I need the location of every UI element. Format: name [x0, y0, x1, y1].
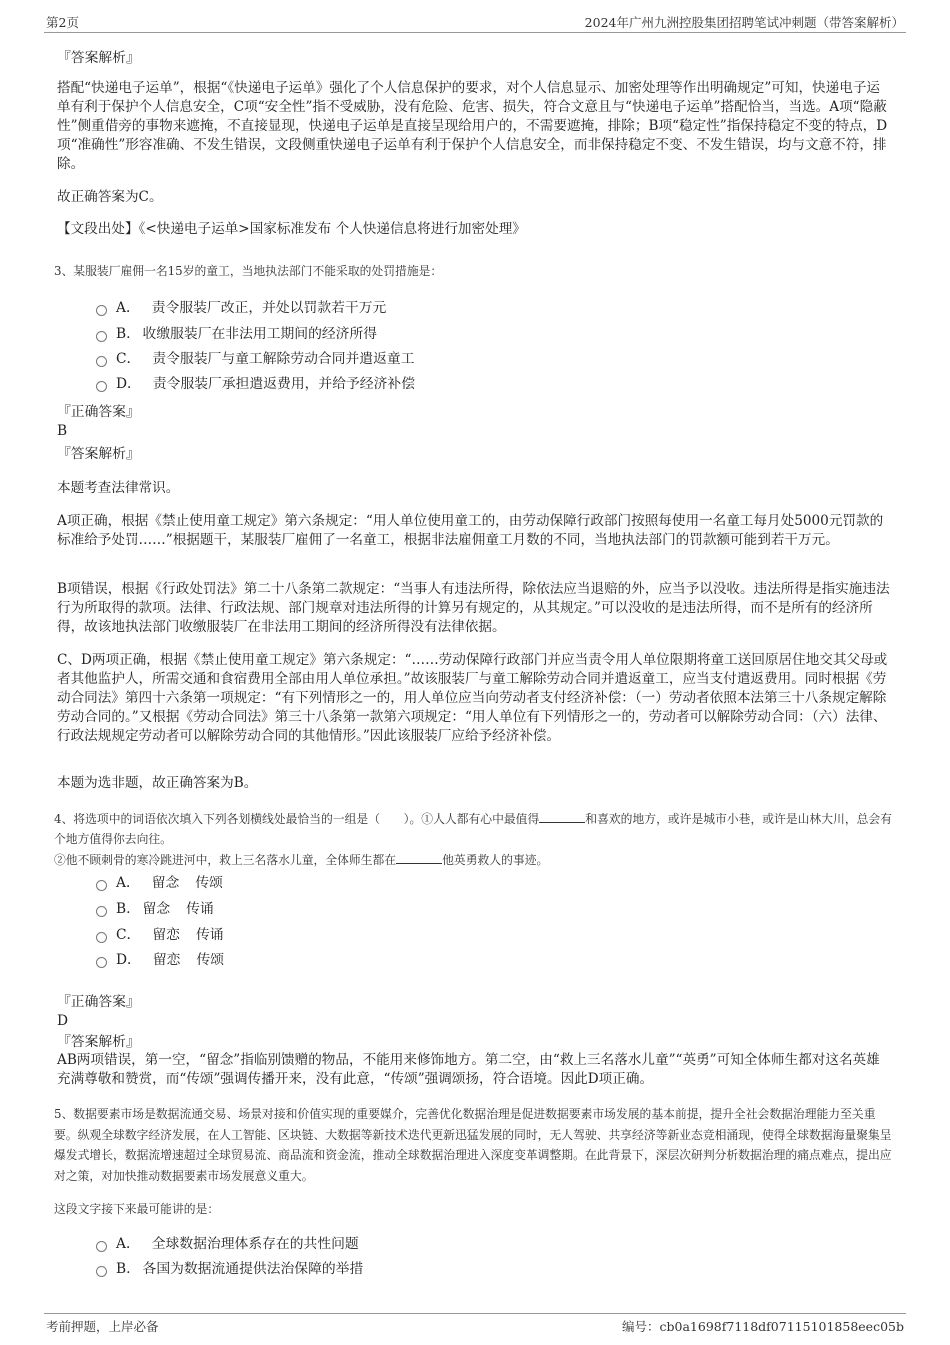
- q5-question: 5、数据要素市场是数据流通交易、场景对接和价值实现的重要媒介，完善优化数据治理是促进数据要素市场发展的基本前提，提升全社会数据治理能力至关重要。纵观全球数字经济发展，在人工智能、区块链、大数据等新技术迭代更新迅猛发展的同时，无人驾驶、共享经济等新业态竞相涌现，使得全球数据海量聚集呈爆发式增长，数据流增速超过全球贸易流、商品流和资金流，推动全球数据治理进入深度变革调整期。在此背景下，深层次研判分析数据治理的痛点难点，提出应对之策，对加快推动数据要素市场发展意义重大。: [54, 1107, 892, 1183]
- radio-icon[interactable]: [96, 957, 107, 968]
- document-title: 2024年广州九洲控股集团招聘笔试冲刺题（带答案解析）: [584, 15, 904, 30]
- page-header: [44, 10, 906, 33]
- option-letter: D．: [116, 952, 141, 968]
- q3-option-c[interactable]: [96, 349, 415, 369]
- q3-option-d[interactable]: [96, 374, 415, 394]
- option-word-1: 留恋: [152, 927, 180, 943]
- option-letter: C．: [116, 927, 141, 943]
- q4-question-part4: 他英勇救人的事迹。: [442, 853, 549, 867]
- option-word-1: 留恋: [152, 952, 181, 968]
- q4-question-part1: 4、将选项中的词语依次填入下列各划横线处最恰当的一组是（ ）。①人人都有心中最值得: [54, 812, 540, 826]
- option-letter: B.: [116, 326, 131, 342]
- correct-answer-label: 『正确答案』: [57, 404, 140, 420]
- answer-analysis-label: 『答案解析』: [57, 446, 140, 462]
- option-letter: B.: [116, 901, 131, 917]
- q4-option-b[interactable]: [96, 899, 214, 919]
- q4-question-part3: ②他不顾刺骨的寒冷跳进河中，救上三名落水儿童，全体师生都在: [54, 853, 397, 867]
- q2-source: 【文段出处】《<快递电子运单>国家标准发布 个人快递信息将进行加密处理》: [57, 221, 526, 237]
- q5-prompt: 这段文字接下来最可能讲的是：: [54, 1202, 220, 1216]
- q3-answer: B: [57, 423, 68, 439]
- option-letter: C．: [116, 351, 141, 367]
- q4-option-d[interactable]: [96, 950, 224, 970]
- option-text: 各国为数据流通提供法治保障的举措: [142, 1261, 364, 1277]
- radio-icon[interactable]: [96, 305, 107, 316]
- q3-intro: 本题考查法律常识。: [57, 480, 180, 496]
- radio-icon[interactable]: [96, 356, 107, 367]
- option-word-2: 传诵: [186, 901, 214, 917]
- option-letter: A．: [116, 300, 140, 316]
- option-text: 全球数据治理体系存在的共性问题: [151, 1236, 359, 1252]
- radio-icon[interactable]: [96, 932, 107, 943]
- q2-conclusion: 故正确答案为C。: [57, 189, 163, 205]
- footer-slogan: 考前押题，上岸必备: [46, 1319, 159, 1334]
- radio-icon[interactable]: [96, 880, 107, 891]
- blank-line: [539, 809, 585, 823]
- q4-option-a[interactable]: [96, 873, 223, 893]
- option-text: 责令服装厂改正，并处以罚款若干万元: [151, 300, 387, 316]
- q3-option-b[interactable]: [96, 324, 377, 344]
- radio-icon[interactable]: [96, 1266, 107, 1277]
- option-word-1: 留念: [151, 875, 180, 891]
- option-letter: D．: [116, 376, 141, 392]
- blank-line: [396, 850, 442, 864]
- q4-question: [54, 809, 894, 849]
- option-text: 责令服装厂承担遣返费用，并给予经济补偿: [152, 376, 415, 392]
- option-word-1: 留念: [142, 901, 171, 917]
- radio-icon[interactable]: [96, 1241, 107, 1252]
- q4-question-part2: 和喜欢的地方，或许是城市小巷，或许是山林大川，总会有个地方值得你去向往。: [54, 812, 893, 846]
- answer-analysis-label: 『答案解析』: [57, 50, 140, 66]
- q4-question-line2: [54, 850, 894, 870]
- option-text: 收缴服装厂在非法用工期间的经济所得: [142, 326, 378, 342]
- correct-answer-label: 『正确答案』: [57, 994, 140, 1010]
- document-code: 编号：cb0a1698f7118df07115101858eec05b: [622, 1319, 904, 1334]
- q2-analysis-text: 搭配“快递电子运单”，根据“《快递电子运单》强化了个人信息保护的要求，对个人信息显示、加密处理等作出明确规定”可知，快递电子运单有利于保护个人信息安全，C项“安全性”指不受威胁，没有危险、危害、损失，符合文意且与“快递电子运单”搭配恰当，当选。A项“隐蔽性”侧重借旁的事物来遮掩，不直接显现，快递电子运单是直接呈现给用户的，不需要遮掩，排除；B项“稳定性”指保持稳定不变的特点，D项“准确性”形容准确、不发生错误，文段侧重快递电子运单有利于保护个人信息安全，而非保持稳定不变、不发生错误，均与文意不符，排除。: [57, 80, 888, 172]
- q3-paragraph-b: B项错误，根据《行政处罚法》第二十八条第二款规定：“当事人有违法所得，除依法应当退赔的外，应当予以没收。违法所得是指实施违法行为所取得的款项。法律、行政法规、部门规章对违法所得的计算另有规定的，从其规定。”可以没收的是违法所得，而不是所有的经济所得，故该地执法部门收缴服装厂在非法用工期间的经济所得没有法律依据。: [57, 581, 890, 635]
- option-text: 责令服装厂与童工解除劳动合同并遣返童工: [152, 351, 415, 367]
- option-letter: A．: [116, 875, 140, 891]
- q3-option-a[interactable]: [96, 298, 386, 318]
- radio-icon[interactable]: [96, 381, 107, 392]
- answer-analysis-label: 『答案解析』: [57, 1034, 140, 1050]
- q3-paragraph-cd: C、D两项正确，根据《禁止使用童工规定》第六条规定：“……劳动保障行政部门并应当责令用人单位限期将童工送回原居住地交其父母或者其他监护人，所需交通和食宿费用全部由用人单位承担。”故该服装厂与童工解除劳动合同并遣返童工，应当支付遣返费用。同时根据《劳动合同法》第四十六条第一项规定：“有下列情形之一的，用人单位应当向劳动者支付经济补偿：（一）劳动者依照本法第三十八条规定解除劳动合同的。”又根据《劳动合同法》第三十八条第一款第六项规定：“用人单位有下列情形之一的，劳动者可以解除劳动合同：（六）法律、行政法规规定劳动者可以解除劳动合同的其他情形。”因此该服装厂应给予经济补偿。: [57, 652, 888, 744]
- radio-icon[interactable]: [96, 331, 107, 342]
- option-letter: B.: [116, 1261, 131, 1277]
- option-word-2: 传诵: [195, 927, 224, 943]
- option-word-2: 传颂: [196, 952, 225, 968]
- q5-option-a[interactable]: [96, 1234, 359, 1254]
- q3-conclusion: 本题为选非题，故正确答案为B。: [57, 775, 258, 791]
- q3-question: 3、某服装厂雇佣一名15岁的童工，当地执法部门不能采取的处罚措施是：: [54, 264, 443, 278]
- q4-option-c[interactable]: [96, 925, 224, 945]
- option-word-2: 传颂: [195, 875, 223, 891]
- q4-analysis-text: AB两项错误，第一空，“留念”指临别馈赠的物品，不能用来修饰地方。第二空，由“救上三名落水儿童”“英勇”可知全体师生都对这名英雄充满尊敬和赞赏，而“传颂”强调传播开来，没有此意，“传颂”强调颂扬，符合语境。因此D项正确。: [57, 1052, 880, 1087]
- page-footer: [44, 1313, 906, 1334]
- q3-paragraph-a: A项正确，根据《禁止使用童工规定》第六条规定：“用人单位使用童工的，由劳动保障行政部门按照每使用一名童工每月处5000元罚款的标准给予处罚……”根据题干，某服装厂雇佣了一名童工，根据非法雇佣童工月数的不同，当地执法部门的罚款额可能到若干万元。: [57, 513, 884, 548]
- option-letter: A．: [116, 1236, 140, 1252]
- page-number: 第2页: [46, 15, 79, 30]
- q5-option-b[interactable]: [96, 1259, 363, 1279]
- radio-icon[interactable]: [96, 906, 107, 917]
- q4-answer: D: [57, 1013, 69, 1029]
